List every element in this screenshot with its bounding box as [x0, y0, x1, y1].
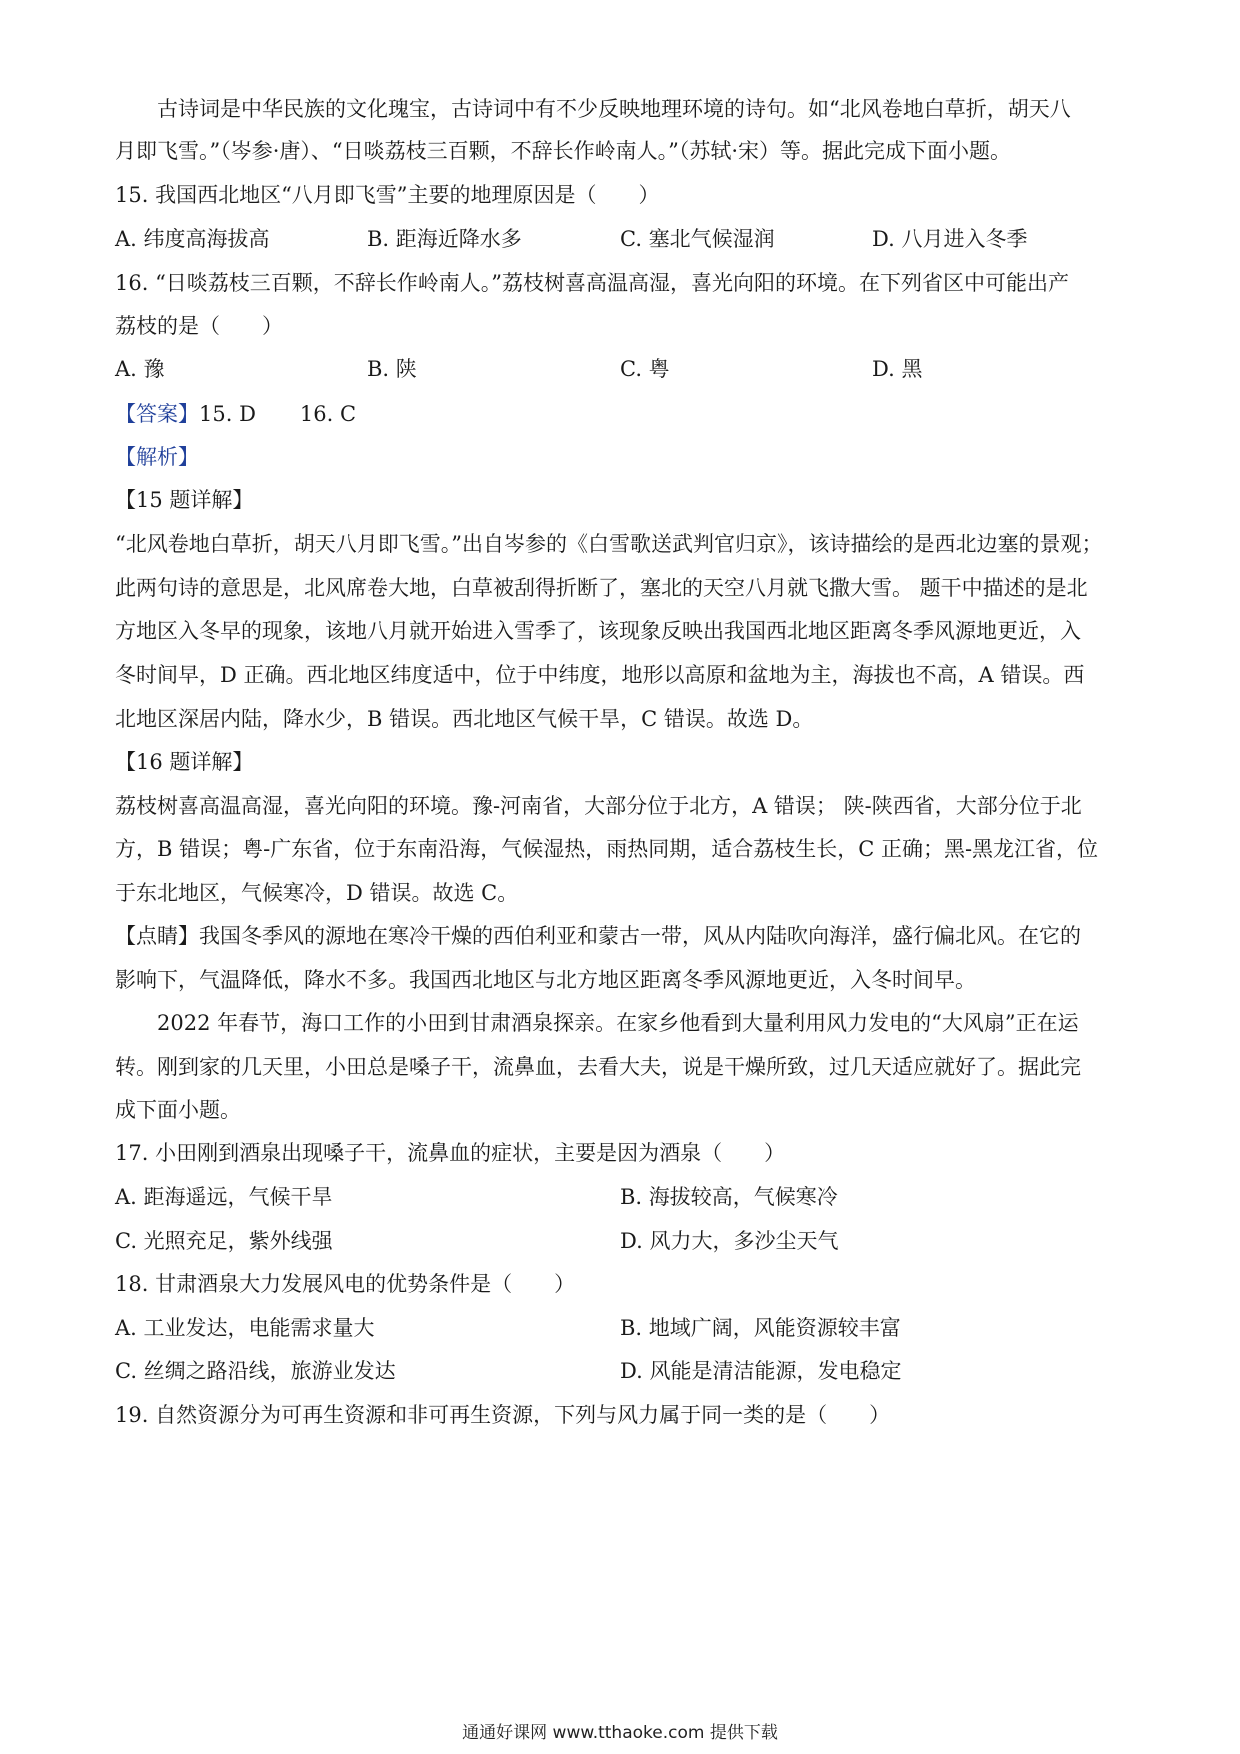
question-16-stem-line-2: 荔枝的是（ ）: [115, 314, 283, 338]
analysis-tag: 【解析】: [115, 445, 199, 469]
q17-option-b: B. 海拔较高，气候寒冷: [620, 1185, 838, 1209]
question-18-stem: 18. 甘肃酒泉大力发展风电的优势条件是（ ）: [115, 1272, 576, 1296]
q16-option-d: D. 黑: [872, 357, 923, 381]
q15-option-a: A. 纬度高海拔高: [115, 227, 270, 251]
passage2-line-2: 转。刚到家的几天里，小田总是嗓子干，流鼻血，去看大夫，说是干燥所致，过几天适应就好了。据此完: [115, 1055, 1081, 1079]
q16-option-b: B. 陕: [367, 357, 417, 381]
detail-15-line-1: “北风卷地白草折，胡天八月即飞雪。”出自岑参的《白雪歌送武判官归京》，该诗描绘的是西北边塞的景观；: [115, 532, 1103, 556]
q15-option-b: B. 距海近降水多: [367, 227, 522, 251]
detail-15-line-3: 方地区入冬早的现象，该地八月就开始进入雪季了，该现象反映出我国西北地区距离冬季风源地更近，入: [115, 619, 1081, 643]
dianjing-tag: 【点睛】: [115, 924, 199, 948]
passage2-line-1: 2022 年春节，海口工作的小田到甘肃酒泉探亲。在家乡他看到大量利用风力发电的“大风扇”正在运: [157, 1011, 1079, 1035]
question-19-stem: 19. 自然资源分为可再生资源和非可再生资源，下列与风力属于同一类的是（ ）: [115, 1403, 891, 1427]
footer-watermark: 通通好课网 www.tthaoke.com 提供下载: [462, 1723, 778, 1743]
detail-16-line-3: 于东北地区，气候寒冷，D 错误。故选 C。: [115, 881, 519, 905]
q16-option-c: C. 粤: [620, 357, 670, 381]
passage1-line-1: 古诗词是中华民族的文化瑰宝，古诗词中有不少反映地理环境的诗句。如“北风卷地白草折，胡天八: [157, 97, 1071, 121]
answer-15: 15. D: [199, 402, 256, 426]
answer-line: [115, 400, 356, 428]
question-17-stem: 17. 小田刚到酒泉出现嗓子干，流鼻血的症状，主要是因为酒泉（ ）: [115, 1141, 786, 1165]
q15-option-c: C. 塞北气候湿润: [620, 227, 775, 251]
dianjing-text-1: 我国冬季风的源地在寒冷干燥的西伯利亚和蒙古一带，风从内陆吹向海洋，盛行偏北风。在它的: [199, 924, 1081, 948]
detail-15-line-5: 北地区深居内陆，降水少，B 错误。西北地区气候干旱，C 错误。故选 D。: [115, 707, 814, 731]
detail-16-title: 【16 题详解】: [115, 750, 254, 774]
passage1-line-2: 月即飞雪。”（岑参·唐）、“日啖荔枝三百颗，不辞长作岭南人。”（苏轼·宋）等。据此完成下面小题。: [115, 139, 1012, 163]
detail-15-title: 【15 题详解】: [115, 488, 254, 512]
q18-option-a: A. 工业发达，电能需求量大: [115, 1316, 375, 1340]
q17-option-a: A. 距海遥远，气候干旱: [115, 1185, 333, 1209]
q18-option-c: C. 丝绸之路沿线，旅游业发达: [115, 1359, 396, 1383]
q18-option-b: B. 地域广阔，风能资源较丰富: [620, 1316, 901, 1340]
q17-option-c: C. 光照充足，紫外线强: [115, 1229, 333, 1253]
question-16-stem-line-1: 16. “日啖荔枝三百颗，不辞长作岭南人。”荔枝树喜高温高湿，喜光向阳的环境。在下列省区中可能出产: [115, 271, 1070, 295]
detail-15-line-2: 此两句诗的意思是，北风席卷大地，白草被刮得折断了，塞北的天空八月就飞撒大雪。 题干中描述的是北: [115, 576, 1088, 600]
q16-option-a: A. 豫: [115, 357, 165, 381]
dianjing-line-1: [115, 922, 1081, 950]
q18-option-d: D. 风能是清洁能源，发电稳定: [620, 1359, 902, 1383]
detail-16-line-1: 荔枝树喜高温高湿，喜光向阳的环境。豫-河南省，大部分位于北方，A 错误； 陕-陕西省，大部分位于北: [115, 794, 1082, 818]
q15-option-d: D. 八月进入冬季: [872, 227, 1028, 251]
answer-16: 16. C: [299, 402, 357, 426]
passage2-line-3: 成下面小题。: [115, 1098, 241, 1122]
q17-option-d: D. 风力大，多沙尘天气: [620, 1229, 839, 1253]
detail-16-line-2: 方，B 错误；粤-广东省，位于东南沿海，气候湿热，雨热同期，适合荔枝生长，C 正确；黑-黑龙江省，位: [115, 837, 1099, 861]
dianjing-line-2: 影响下，气温降低，降水不多。我国西北地区与北方地区距离冬季风源地更近，入冬时间早。: [115, 968, 976, 992]
answer-tag: 【答案】: [115, 402, 199, 426]
detail-15-line-4: 冬时间早，D 正确。西北地区纬度适中，位于中纬度，地形以高原和盆地为主，海拔也不高，A 错误。西: [115, 663, 1085, 687]
question-15-stem: 15. 我国西北地区“八月即飞雪”主要的地理原因是（ ）: [115, 183, 660, 207]
